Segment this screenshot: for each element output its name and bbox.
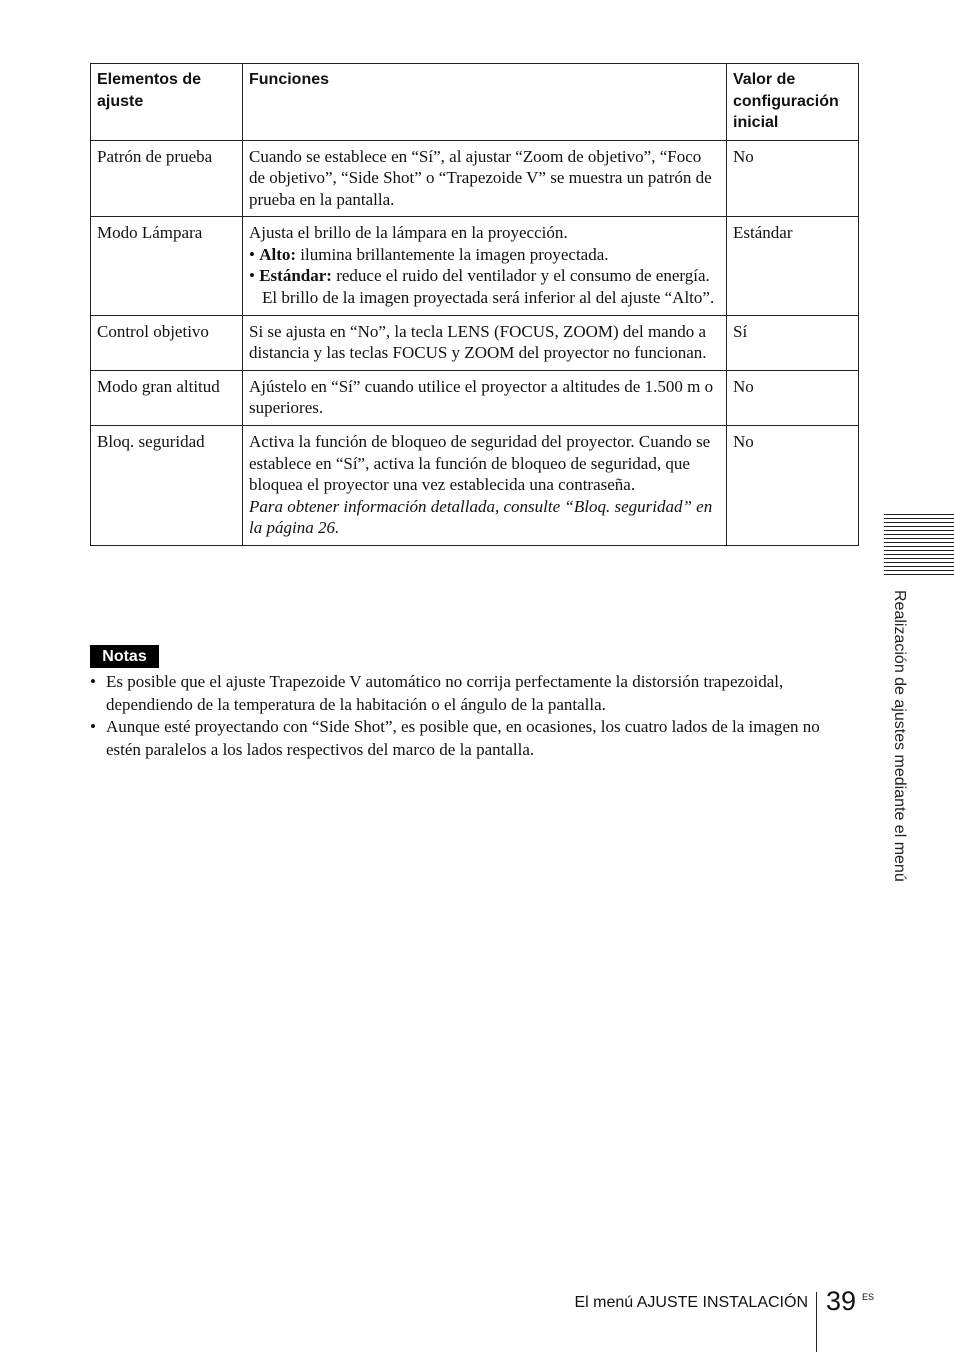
- side-tab-stripes: [884, 514, 954, 578]
- table-row: [91, 315, 859, 370]
- side-tab-label: Realización de ajustes mediante el menú: [891, 590, 908, 882]
- bullet-item: • Estándar: reduce el ruido del ventilador y el consumo de energía. El brillo de la imagen proyectada será inferior al del ajuste “Alto”.: [249, 266, 715, 308]
- footer-section-title: El menú AJUSTE INSTALACIÓN: [574, 1294, 808, 1311]
- bullet-text: reduce el ruido del ventilador y el consumo de energía. El brillo de la imagen proyectada será inferior al del ajuste “Alto”.: [262, 266, 715, 308]
- footer-divider: [816, 1292, 817, 1352]
- note-text: Aunque esté proyectando con “Side Shot”, es posible que, en ocasiones, los cuatro lados de la imagen no estén paralelos a los lados respectivos del marco de la pantalla.: [106, 717, 820, 759]
- note-text: Es posible que el ajuste Trapezoide V automático no corrija perfectamente la distorsión trapezoidal, dependiendo de la temperatura de la habitación o el ángulo de la pantalla.: [106, 672, 784, 714]
- row-function: [243, 217, 727, 315]
- header-initial-value: Valor de configuración inicial: [727, 64, 859, 141]
- table-row: [91, 140, 859, 217]
- table-row: [91, 426, 859, 546]
- row-value: Sí: [727, 315, 859, 370]
- header-items: Elementos de ajuste: [91, 64, 243, 141]
- function-intro: Ajusta el brillo de la lámpara en la proyección.: [249, 223, 568, 243]
- row-value: No: [727, 426, 859, 546]
- cross-reference-note: Para obtener información detallada, consulte “Bloq. seguridad” en la página 26.: [249, 496, 713, 538]
- row-item: Modo gran altitud: [91, 370, 243, 425]
- table-row: [91, 370, 859, 425]
- function-text: Activa la función de bloqueo de seguridad del proyector. Cuando se establece en “Sí”, activa la función de bloqueo de seguridad, que bloquea el proyector una vez establecida una contraseña.: [249, 432, 711, 495]
- notes-label: Notas: [90, 645, 159, 668]
- row-function: Cuando se establece en “Sí”, al ajustar “Zoom de objetivo”, “Foco de objetivo”, “Side Shot” o “Trapezoide V” se muestra un patrón de prueba en la pantalla.: [243, 140, 727, 217]
- row-item: Patrón de prueba: [91, 140, 243, 217]
- bullet-icon: •: [90, 672, 96, 691]
- bullet-item: • Alto: ilumina brillantemente la imagen proyectada.: [249, 244, 609, 264]
- page-number: 39: [826, 1286, 857, 1316]
- settings-table: [90, 63, 859, 546]
- row-value: No: [727, 370, 859, 425]
- bullet-icon: •: [90, 717, 96, 736]
- row-function: Si se ajusta en “No”, la tecla LENS (FOCUS, ZOOM) del mando a distancia y las teclas FOCUS y ZOOM del proyector no funcionan.: [243, 315, 727, 370]
- table-header-row: [91, 64, 859, 141]
- page-language-code: ES: [862, 1292, 875, 1302]
- row-item: Bloq. seguridad: [91, 426, 243, 546]
- row-value: No: [727, 140, 859, 217]
- row-function: Ajústelo en “Sí” cuando utilice el proyector a altitudes de 1.500 m o superiores.: [243, 370, 727, 425]
- row-item: Control objetivo: [91, 315, 243, 370]
- row-item: Modo Lámpara: [91, 217, 243, 315]
- bullet-text: ilumina brillantemente la imagen proyectada.: [296, 244, 609, 264]
- list-item: [90, 671, 850, 716]
- bullet-term: Estándar:: [259, 266, 332, 286]
- table-row: [91, 217, 859, 315]
- notes-list: [90, 671, 850, 761]
- row-function: [243, 426, 727, 546]
- header-functions: Funciones: [243, 64, 727, 141]
- bullet-term: Alto:: [259, 244, 297, 264]
- row-value: Estándar: [727, 217, 859, 315]
- list-item: [90, 716, 850, 761]
